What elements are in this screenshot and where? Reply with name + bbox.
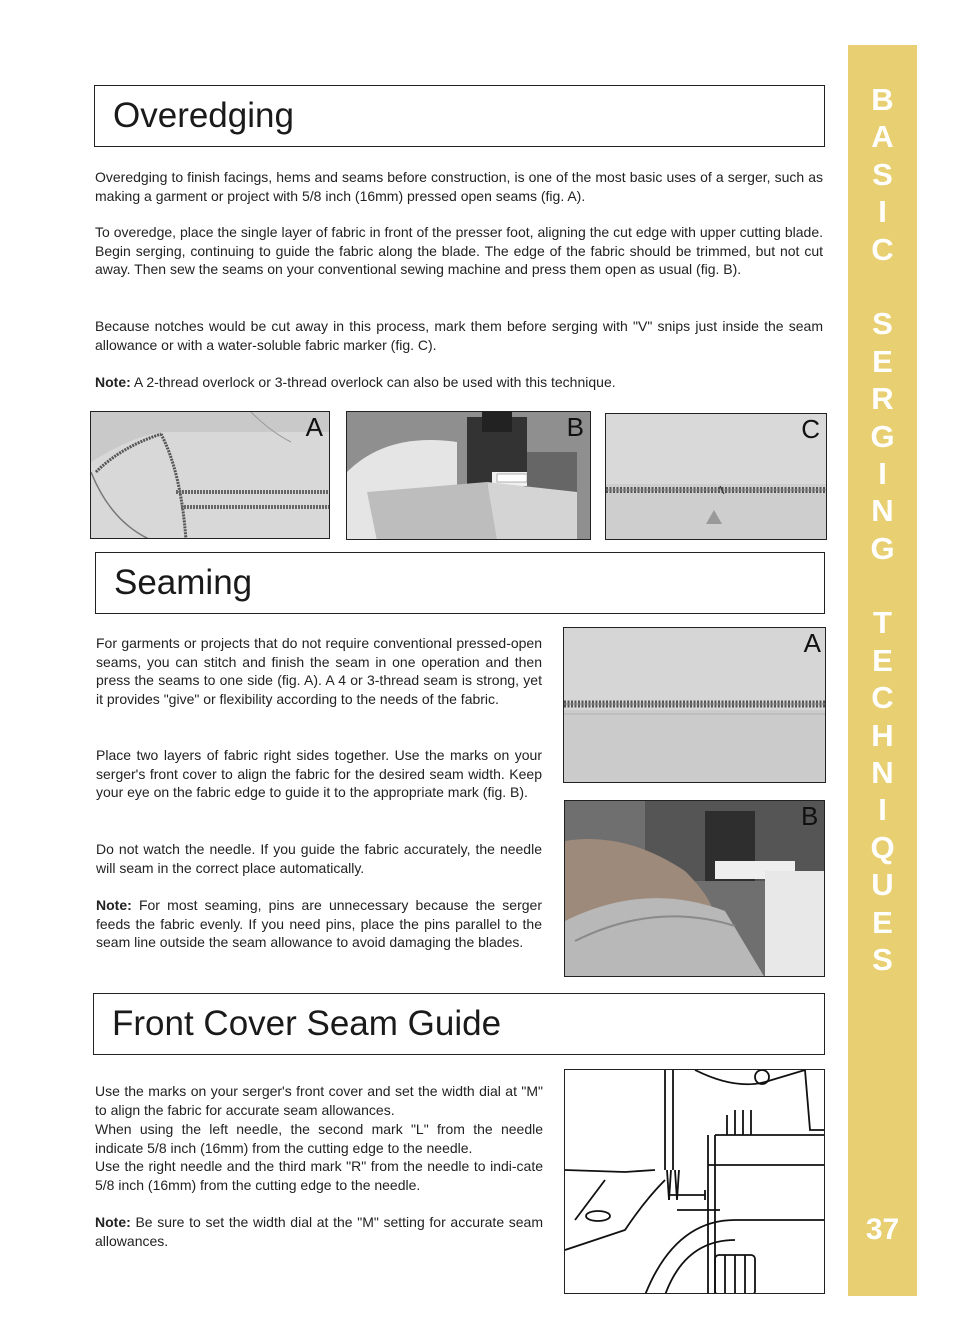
front-cover-heading: Front Cover Seam Guide (112, 1004, 502, 1043)
serger-presser-foot-photo (347, 412, 591, 540)
front-cover-heading-box (93, 993, 825, 1055)
serged-seam-photo (564, 628, 826, 783)
overedging-paragraph-1: Overedging to finish facings, hems and seams before construction, is one of the most basic uses of a serger, such as making a garment or project with 5/8 inch (16mm) pressed open seams (fig. A). (95, 169, 823, 204)
sidebar-title-char: T (873, 605, 892, 641)
overedging-heading-box (94, 85, 825, 147)
sidebar-title-char: R (871, 381, 894, 417)
sidebar-title-char: N (871, 493, 894, 529)
figure-label-c: C (801, 414, 820, 444)
overedging-figure-b (346, 411, 591, 540)
sidebar-title-char: U (871, 867, 894, 903)
front-cover-paragraph-2: When using the left needle, the second mark "L" from the needle indicate 5/8 inch (16mm) from the cutting edge to the needle. (95, 1121, 543, 1156)
sidebar-title-char: I (878, 455, 887, 491)
chapter-sidebar (848, 45, 917, 1296)
overedging-figure-c (605, 413, 827, 540)
note-label: Note: (95, 1214, 131, 1230)
note-text: For most seaming, pins are unnecessary because the serger feeds the fabric evenly. If you need pins, place the pins parallel to the seam line outside the seam allowance to avoid damaging the blades. (96, 897, 542, 951)
seaming-figure-a (563, 627, 826, 783)
figure-label-b: B (566, 412, 584, 442)
figure-label-b: B (801, 801, 819, 831)
front-cover-diagram (564, 1069, 825, 1294)
seaming-paragraph-3: Do not watch the needle. If you guide the fabric accurately, the needle will seam in the correct place automatically. (96, 841, 542, 876)
seaming-paragraph-1: For garments or projects that do not require conventional pressed-open seams, you can stitch and finish the seam in one operation and then press the seams to one side (fig. A). A 4 or 3-thread seam is strong, yet it provides "give" or flexibility according to the needs of the fabric. (96, 635, 542, 708)
figure-label-a: A (803, 628, 821, 658)
notched-seam-photo (606, 414, 827, 540)
sidebar-title-char: E (872, 343, 893, 379)
note-label: Note: (95, 374, 131, 390)
sidebar-title-char: C (871, 680, 894, 716)
sidebar-title-char: S (872, 941, 893, 977)
sidebar-title-char: A (871, 119, 894, 155)
overedging-paragraph-3: Because notches would be cut away in this process, mark them before serging with "V" snips just inside the seam allowance or with a water-soluble fabric marker (fig. C). (95, 318, 823, 353)
sidebar-title-char: C (871, 231, 894, 267)
page-number: 37 (865, 1213, 900, 1246)
overedging-heading: Overedging (113, 96, 294, 135)
figure-label-a: A (305, 412, 323, 442)
sidebar-title-char (848, 567, 917, 604)
note-label: Note: (96, 897, 132, 913)
seaming-paragraph-2: Place two layers of fabric right sides together. Use the marks on your serger's front cover to align the fabric for the desired seam width. Keep your eye on the fabric edge to guide it to the appropriate mark (fig. B). (96, 747, 542, 801)
front-cover-line-drawing (565, 1070, 825, 1294)
sidebar-title-char: B (871, 82, 894, 117)
seaming-note (96, 896, 542, 952)
sidebar-title-char: I (878, 792, 887, 828)
overedging-paragraph-2: To overedge, place the single layer of fabric in front of the presser foot, aligning the cut edge with upper cutting blade. Begin serging, continuing to guide the fabric along the blade. The edge of the fabric should be trimmed, but not cut away. Then sew the seams on your conventional sewing machine and press them open as usual (fig. B). (95, 224, 823, 278)
seaming-heading: Seaming (114, 563, 253, 602)
sidebar-title-char: E (872, 904, 893, 940)
sidebar-title-char: S (872, 156, 893, 192)
sidebar-title-char: H (871, 717, 894, 753)
overedging-figure-a (90, 411, 330, 539)
note-text: Be sure to set the width dial at the "M" setting for accurate seam allowances. (95, 1214, 543, 1249)
seaming-figure-b (564, 800, 825, 977)
overedging-note (95, 373, 823, 392)
seaming-heading-box (95, 552, 825, 614)
front-cover-paragraph-3: Use the right needle and the third mark "R" from the needle to indi-cate 5/8 inch (16mm) from the cutting edge to the needle. (95, 1158, 543, 1193)
sidebar-title-char (848, 268, 917, 305)
guiding-fabric-photo (565, 801, 825, 977)
sidebar-title-char: N (871, 755, 894, 791)
front-cover-paragraph-1: Use the marks on your serger's front cover and set the width dial at "M" to align the fabric for accurate seam allowances. (95, 1083, 543, 1118)
chapter-title (848, 81, 917, 978)
overedged-facing-photo (91, 412, 330, 539)
sidebar-title-char: S (872, 306, 893, 342)
sidebar-title-char: G (870, 530, 895, 566)
sidebar-title-char: E (872, 642, 893, 678)
sidebar-title-char: I (878, 194, 887, 230)
note-text: A 2-thread overlock or 3-thread overlock can also be used with this technique. (130, 374, 616, 390)
sidebar-title-char: G (870, 418, 895, 454)
front-cover-note (95, 1213, 543, 1250)
sidebar-title-char: Q (870, 829, 895, 865)
